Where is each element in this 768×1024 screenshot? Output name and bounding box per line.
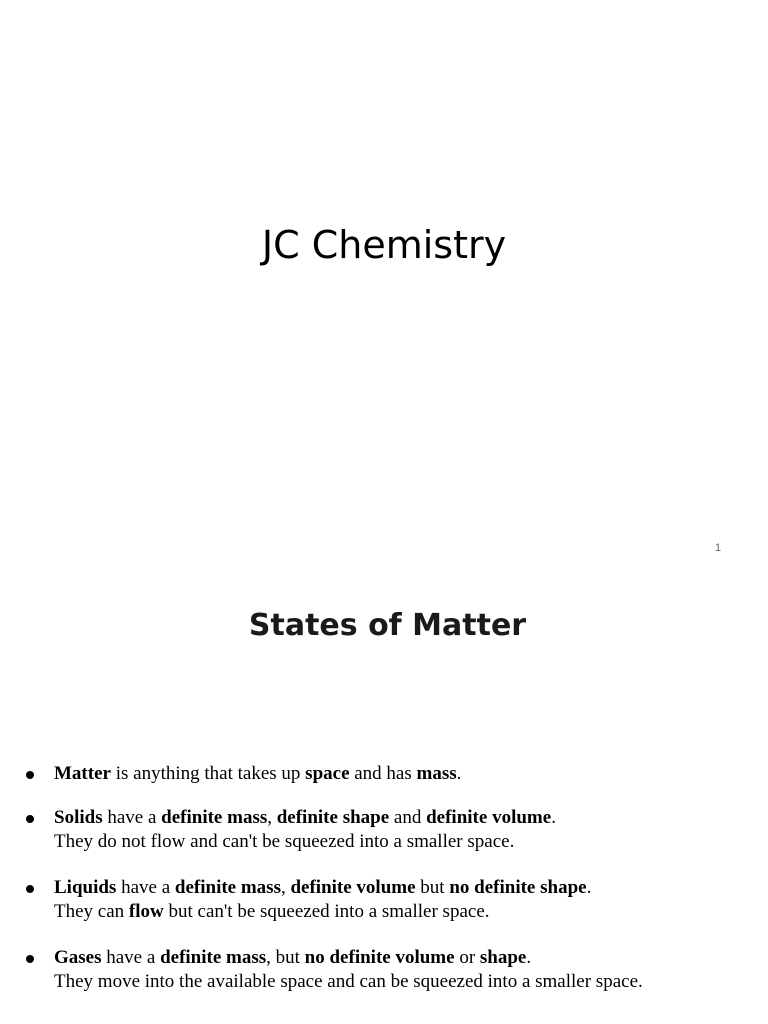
bold-term: Gases [54, 947, 102, 968]
text-segment: have a [102, 807, 162, 828]
text-segment: They can [54, 901, 129, 922]
bold-term: Solids [54, 807, 103, 828]
text-segment: have a [116, 877, 175, 898]
bold-term: space [305, 763, 350, 784]
bold-term: shape [479, 947, 527, 968]
bullet-line [54, 900, 759, 924]
bullet-line [54, 806, 759, 830]
bold-term: definite mass [161, 807, 268, 828]
bold-term: definite shape [276, 807, 390, 828]
slide-2 [0, 576, 768, 1024]
text-segment: . [456, 763, 462, 784]
bold-term: flow [128, 901, 164, 922]
bullet-line [54, 830, 759, 854]
bullet-point-icon [26, 955, 34, 963]
bullet-item [24, 762, 759, 786]
text-segment: . [586, 877, 592, 898]
page-number: 1 [714, 542, 722, 554]
bullet-point-icon [26, 815, 34, 823]
bold-term: definite mass [174, 877, 281, 898]
bold-term: Liquids [54, 877, 117, 898]
text-segment: . [551, 807, 556, 828]
bold-term: mass [416, 763, 457, 784]
bullet-line [54, 876, 759, 900]
text-segment: or [454, 947, 480, 968]
text-segment: and [389, 807, 427, 828]
bullet-item [24, 876, 759, 924]
bold-term: definite volume [426, 807, 552, 828]
bold-term: definite mass [160, 947, 267, 968]
text-segment: , [267, 807, 277, 828]
text-segment: They move into the available space and can be squeezed into a smaller space. [54, 971, 643, 992]
bullet-point-icon [26, 771, 34, 779]
slide-heading: States of Matter [248, 608, 527, 643]
bold-term: no definite shape [449, 877, 587, 898]
text-segment: but can't be squeezed into a smaller space. [163, 901, 490, 922]
text-segment: and has [349, 763, 417, 784]
text-segment: but [415, 877, 450, 898]
text-segment: , but [266, 947, 305, 968]
bullet-item [24, 806, 759, 854]
bullet-line [54, 970, 759, 994]
bold-term: definite volume [290, 877, 416, 898]
bullet-line [54, 762, 759, 786]
text-segment: , [280, 877, 291, 898]
bullet-line [54, 946, 759, 970]
bullet-item [24, 946, 759, 994]
bullet-point-icon [26, 885, 34, 893]
slide-title: JC Chemistry [261, 223, 507, 267]
bullet-list [24, 762, 759, 1016]
bold-term: no definite volume [304, 947, 455, 968]
text-segment: They do not flow and can't be squeezed into a smaller space. [54, 831, 515, 852]
bold-term: Matter [54, 763, 111, 784]
text-segment: . [526, 947, 532, 968]
text-segment: have a [101, 947, 161, 968]
text-segment: is anything that takes up [110, 763, 306, 784]
